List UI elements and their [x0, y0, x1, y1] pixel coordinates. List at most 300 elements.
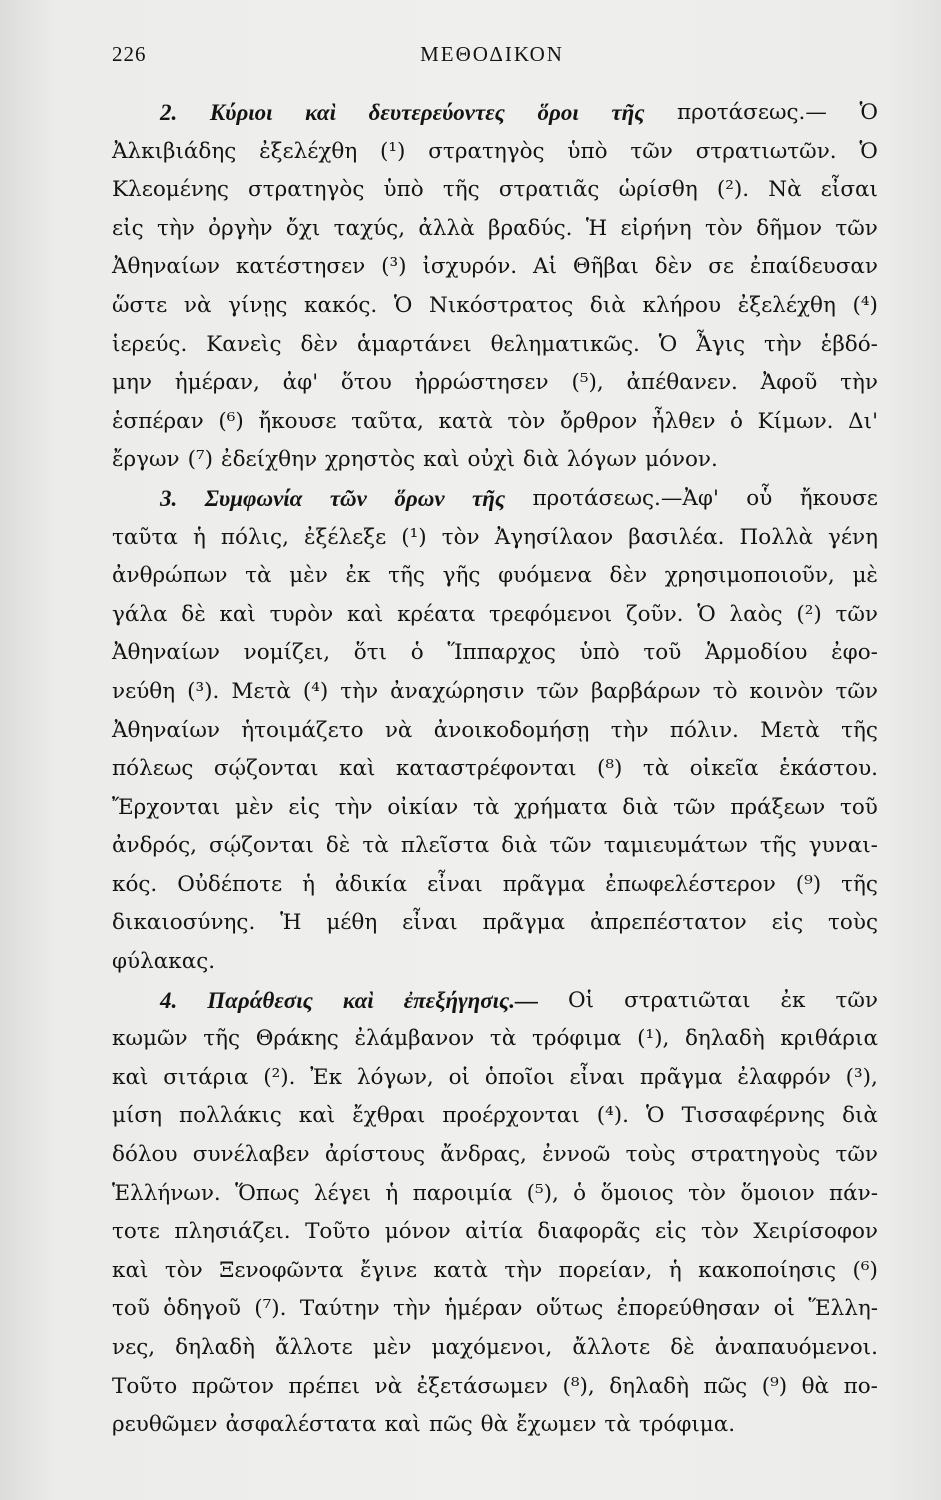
word: δὲν: [654, 254, 693, 280]
word: ἠρρώστησεν: [414, 370, 549, 396]
word: λαὸς: [729, 601, 783, 627]
word: ἑκάστου.: [779, 756, 878, 782]
word: (⁸): [596, 756, 623, 782]
word: καὶ: [112, 1257, 149, 1283]
text-line: [112, 943, 878, 982]
word: εἶναι: [569, 1064, 626, 1090]
word: ὅρων: [394, 485, 445, 511]
word: Θράκης: [255, 1026, 339, 1052]
word: γάλα: [112, 601, 168, 627]
word: ἐκ: [345, 563, 371, 589]
word: τοῦ: [643, 640, 682, 666]
word: ἄνδρας,: [440, 1142, 527, 1168]
word: πορείαν,: [558, 1257, 653, 1283]
word: Ἀγησίλαον: [494, 524, 614, 550]
word: Ταύτην: [299, 1296, 380, 1322]
word: Ἀθηναίων: [112, 254, 220, 280]
word: διὰ: [842, 1103, 878, 1129]
word: ἐπωφελέστερον: [605, 871, 776, 897]
word: Ἀλκιβιάδης: [112, 138, 237, 164]
word: νομίζει,: [243, 640, 331, 666]
word: διαφορᾶς: [537, 1219, 641, 1245]
word: τῆς: [471, 485, 506, 511]
text-line: [112, 1290, 878, 1329]
word: ὁ: [730, 408, 743, 434]
word: προτάσεως.—Ἀφ': [532, 485, 719, 511]
word: τὴν: [764, 331, 802, 357]
text-line: [112, 248, 878, 287]
word: τρεφόμενοι: [488, 601, 613, 627]
word: πράξεων: [730, 794, 826, 820]
text-line: [112, 634, 878, 673]
word: ταῦτα: [112, 524, 178, 550]
word: Ἁρμοδίου: [704, 640, 808, 666]
word: νὰ: [183, 292, 212, 318]
word: πρᾶγμα: [482, 910, 566, 936]
word: γυναι-: [808, 833, 878, 859]
word: Ἕλλη-: [808, 1296, 878, 1322]
word: ἔχωμεν: [516, 1412, 597, 1438]
word: ἔχθραι: [352, 1103, 426, 1129]
text-line: [112, 1175, 878, 1214]
word: λόγων: [566, 447, 637, 473]
word: πρῶτον: [191, 1373, 274, 1399]
word: ἡμέραν: [444, 1296, 523, 1322]
word: (³): [381, 254, 407, 280]
word: καὶ: [342, 987, 374, 1013]
word: διὰ: [523, 447, 559, 473]
text-line: [112, 982, 878, 1021]
word: ἡ: [668, 1257, 682, 1283]
text-line: [112, 171, 878, 210]
word: ἑσπέραν: [112, 408, 204, 434]
word: μόνον.: [644, 447, 718, 473]
word: ὁποῖοι: [484, 1064, 555, 1090]
word: πλεῖστα: [400, 833, 490, 859]
word: τῶν: [536, 678, 579, 704]
word: Ἐκ: [310, 1064, 343, 1090]
word: ὑπὸ: [567, 138, 608, 164]
word: ἔργων: [112, 447, 180, 473]
word: θὰ: [801, 1373, 830, 1399]
word: ἀρίστους: [324, 1142, 426, 1168]
word: Μετὰ: [760, 717, 820, 743]
word: Ἀφοῦ: [760, 370, 818, 396]
word: ὁ: [410, 640, 424, 666]
word: γίνῃς: [228, 292, 288, 318]
word: τὸν: [701, 1219, 739, 1245]
word: τῶν: [835, 215, 878, 241]
word: οὕτως: [535, 1296, 604, 1322]
word: Νὰ: [768, 177, 802, 203]
word: ἐλάμβανον: [354, 1026, 475, 1052]
text-line: [112, 1213, 878, 1252]
word: τρόφιμα.: [638, 1412, 736, 1438]
word: οἱ: [448, 1064, 470, 1090]
word: ὁδηγοῦ: [163, 1296, 241, 1322]
text-line: [112, 827, 878, 866]
text-line: [112, 287, 878, 326]
word: τοῦ: [839, 794, 878, 820]
word: στρατηγὸς: [248, 177, 365, 203]
word: ὑπὸ: [579, 640, 620, 666]
word: Οὐδέποτε: [177, 871, 283, 897]
word: ἐπορεύθησαν: [616, 1296, 761, 1322]
word: Τοῦτο: [112, 1373, 178, 1399]
word: δηλαδὴ: [175, 1335, 255, 1360]
word: νὰ: [384, 717, 413, 743]
word: τὴν: [340, 678, 379, 704]
word: τὰ: [245, 563, 272, 589]
word: τὸν: [688, 1180, 726, 1206]
word: οὗ: [746, 485, 773, 511]
word: τῶν: [630, 138, 673, 164]
word: (²).: [716, 177, 750, 203]
word: ἐξελέχθη: [737, 292, 836, 318]
word: Κύριοι: [209, 100, 273, 125]
word: τοτε: [112, 1219, 160, 1245]
text-line: [112, 1059, 878, 1098]
text-line: [112, 1252, 878, 1291]
word: μην: [112, 370, 152, 396]
text-line: [112, 789, 878, 828]
word: δὲ: [670, 1335, 695, 1360]
word: ἀπρεπέστατον: [590, 910, 747, 936]
word: τὰ: [362, 833, 389, 859]
word: (⁷).: [254, 1296, 287, 1322]
word: τῶν: [835, 1142, 878, 1168]
word: κατὰ: [438, 408, 493, 434]
word: τοῦ: [112, 1296, 150, 1322]
word: ὀργὴν: [208, 215, 273, 241]
word: Ὁ: [658, 331, 678, 357]
word: τῶν: [835, 987, 878, 1013]
word: δόλου: [112, 1142, 178, 1168]
word: ζοῦν.: [625, 601, 684, 627]
word: δὲ: [181, 601, 206, 627]
word: κωμῶν: [112, 1026, 188, 1052]
text-line: [112, 1020, 878, 1059]
word: Οἱ: [568, 987, 595, 1013]
word: (⁵),: [526, 1180, 559, 1206]
word: ἐφο-: [831, 640, 878, 666]
word: ἐλαφρόν: [737, 1064, 831, 1090]
word: (⁹): [761, 1373, 788, 1399]
word: ὅτι: [353, 640, 388, 666]
word: ὄχι: [285, 215, 321, 241]
word: πόλιν.: [669, 717, 739, 743]
word: μίση: [112, 1103, 162, 1129]
word: κατὰ: [433, 1257, 488, 1283]
word: πάν-: [828, 1180, 878, 1206]
word: ἐπαίδευσαν: [749, 254, 878, 280]
word: Πολλὰ: [739, 524, 813, 550]
word: δευτερεύοντες: [368, 100, 505, 125]
word: οὐχὶ: [467, 447, 516, 473]
text-line: [112, 904, 878, 943]
word: Συμφωνία: [204, 485, 303, 511]
word: κατέστησεν: [235, 254, 366, 280]
page-title: ΜΕΘΟΔΙΚΟΝ: [420, 42, 564, 66]
word: ἀσφαλέστατα: [225, 1412, 377, 1438]
word: κός.: [112, 871, 158, 897]
word: οἰκίαν: [387, 794, 459, 820]
word: τῆς: [442, 177, 480, 203]
text-line: [112, 94, 878, 133]
word: πλησιάζει.: [174, 1219, 291, 1245]
word: εἶναι: [402, 910, 458, 936]
text-line: [112, 210, 878, 249]
word: (⁸),: [562, 1373, 595, 1399]
word: Ὅπως: [235, 1180, 300, 1206]
word: κλήρου: [642, 292, 722, 318]
word: τῆς: [203, 1026, 241, 1052]
word: διὰ: [622, 794, 659, 820]
word: καὶ: [305, 100, 337, 125]
page-number: 226: [112, 42, 147, 66]
word: βραδύς.: [488, 215, 573, 241]
word: (⁶): [218, 408, 244, 434]
text-line: [112, 403, 878, 442]
word: τὰ: [472, 794, 500, 820]
word: τοὺς: [625, 1142, 676, 1168]
word: εἰς: [654, 1219, 687, 1245]
word: Ὁ: [697, 601, 716, 627]
word: τὸν: [164, 1257, 203, 1283]
word: μαχόμενοι,: [431, 1335, 553, 1360]
word: σιτάρια: [163, 1064, 249, 1090]
word: δῆμον: [756, 215, 823, 241]
word: ἐξετάσωμεν: [416, 1373, 548, 1399]
word: βαρβάρων: [590, 678, 701, 704]
word: νες,: [112, 1335, 156, 1360]
word: ἀφ': [282, 370, 319, 396]
word: οἱ: [773, 1296, 795, 1322]
word: τῆς: [388, 563, 425, 589]
text-line: [112, 1368, 878, 1407]
word: ἑβδό-: [820, 331, 878, 357]
word: (⁷): [187, 447, 214, 473]
word: κοινὸν: [749, 678, 824, 704]
word: ἔγινε: [360, 1257, 418, 1283]
word: ἀδικία: [334, 871, 408, 897]
text-line: [112, 712, 878, 751]
word: τὴν: [610, 717, 649, 743]
word: ἐκ: [780, 987, 806, 1013]
word: ἡ: [192, 524, 206, 550]
word: Ἡ: [585, 215, 608, 241]
word: καταστρέφονται: [395, 756, 577, 782]
word: εἰρήνη: [620, 215, 692, 241]
word: ἤκουσε: [258, 408, 337, 434]
word: καὶ: [384, 1412, 421, 1438]
word: (⁴).: [596, 1103, 630, 1129]
text-line: [112, 866, 878, 905]
text-line: [112, 1406, 878, 1445]
word: βασιλέα.: [628, 524, 725, 550]
word: νεύθη: [112, 678, 176, 704]
word: συνέλαβεν: [192, 1142, 310, 1168]
word: (⁵),: [571, 370, 604, 396]
word: λόγων,: [356, 1064, 434, 1090]
word: τὰ: [642, 756, 670, 782]
word: ὑπὸ: [383, 177, 424, 203]
word: ἀναχώρησιν: [390, 678, 525, 704]
word: Παράθεσις: [207, 987, 313, 1013]
word: Ἀθηναίων: [112, 717, 220, 743]
word: ὅτου: [340, 370, 392, 396]
word: ἦλθεν: [651, 408, 716, 434]
word: δικαιοσύνης.: [112, 910, 256, 936]
word: Τισσαφέρνης: [681, 1103, 826, 1129]
word: ἐννοῶ: [542, 1142, 611, 1168]
word: Ὁ: [393, 292, 413, 318]
word: ὅροι: [537, 100, 579, 125]
word: ἐδείχθην: [221, 447, 318, 473]
word: Ὁ: [646, 1103, 665, 1129]
word: καὶ: [346, 601, 384, 627]
text-line: [112, 133, 878, 172]
word: κακός.: [304, 292, 378, 318]
word: ἀπέθανεν.: [626, 370, 738, 396]
word: Ὁ: [859, 100, 878, 125]
word: Ὁ: [859, 138, 878, 164]
word: Τοῦτο: [305, 1219, 371, 1245]
word: ἤκουσε: [799, 485, 878, 511]
word: ὅμοιος: [600, 1180, 674, 1206]
word: Μετὰ: [231, 678, 291, 704]
text-line: [112, 519, 878, 558]
text-line: [112, 364, 878, 403]
word: Ἵππαρχος: [447, 640, 556, 666]
word: ἡ: [302, 871, 315, 897]
text-line: [112, 1136, 878, 1175]
word: τὸν: [441, 524, 480, 550]
word: τὴν: [504, 1257, 543, 1283]
word: ρευθῶμεν: [112, 1412, 218, 1438]
word: τυρὸν: [269, 601, 334, 627]
word: (³),: [845, 1064, 878, 1090]
word: τὴν: [393, 1296, 431, 1322]
word: μὲν: [289, 563, 328, 589]
word: ἀνδρός,: [112, 833, 197, 859]
word: δὲν: [300, 331, 338, 357]
word: ἄλλοτε: [572, 1335, 651, 1360]
word: τῶν: [673, 794, 716, 820]
word: ἀλλὰ: [418, 215, 475, 241]
word: πόλεως: [112, 756, 194, 782]
word: τὴν: [334, 794, 373, 820]
word: 2.: [160, 100, 178, 125]
word: μὲν: [372, 1335, 412, 1360]
word: τῶν: [835, 601, 878, 627]
word: σῴζονται: [209, 833, 314, 859]
word: τὸν: [507, 408, 546, 434]
text-line: [112, 1097, 878, 1136]
word: στρατιωτῶν.: [695, 138, 837, 164]
word: καὶ: [298, 1103, 336, 1129]
word: Δι': [848, 408, 878, 434]
word: ἀνοικοδομήσῃ: [433, 717, 590, 743]
word: ὡρίσθη: [618, 177, 698, 203]
word: εἶναι: [427, 871, 483, 897]
word: διὰ: [589, 292, 626, 318]
word: εἰς: [288, 794, 320, 820]
word: ἡ: [385, 1180, 399, 1206]
text-line: [112, 326, 878, 365]
word: λέγει: [313, 1180, 372, 1206]
text-line: [112, 750, 878, 789]
word: πρέπει: [288, 1373, 361, 1399]
word: φύλακας.: [112, 949, 216, 975]
word: τῆς: [841, 871, 878, 897]
word: οἰκεῖα: [689, 756, 759, 782]
word: εἰς: [771, 910, 804, 936]
word: πρᾶγμα: [639, 1064, 723, 1090]
word: εἰς: [112, 215, 144, 241]
word: ἡμέραν,: [174, 370, 260, 396]
word: πῶς: [428, 1412, 473, 1438]
word: πρᾶγμα: [502, 871, 586, 897]
word: δὲν: [609, 563, 648, 589]
word: (¹): [380, 138, 406, 164]
word: Ἀθηναίων: [112, 640, 220, 666]
word: δηλαδὴ: [684, 1026, 765, 1052]
word: 4.: [160, 987, 178, 1013]
word: πῶς: [703, 1373, 748, 1399]
text-line: [112, 557, 878, 596]
word: μὲν: [234, 794, 274, 820]
body-text: [112, 94, 878, 1445]
word: Ἑλλήνων.: [112, 1180, 221, 1206]
word: ἁμαρτάνει: [356, 331, 472, 357]
word: καὶ: [112, 1064, 149, 1090]
word: (⁴): [852, 292, 878, 318]
word: τῆς: [611, 100, 645, 125]
word: τὴν: [156, 215, 195, 241]
word: ἰσχυρόν.: [422, 254, 518, 280]
word: τὴν: [840, 370, 878, 396]
word: μὲ: [852, 563, 878, 589]
word: πο-: [843, 1373, 878, 1399]
word: (⁶): [852, 1257, 878, 1283]
word: καὶ: [339, 756, 376, 782]
word: Θῆβαι: [572, 254, 639, 280]
word: μόνον: [384, 1219, 451, 1245]
word: τὸν: [704, 215, 743, 241]
word: (³).: [187, 678, 220, 704]
word: αἰτία: [465, 1219, 523, 1245]
text-line: [112, 673, 878, 712]
word: κρέατα: [397, 601, 476, 627]
word: τῶν: [835, 678, 878, 704]
word: τὸ: [712, 678, 738, 704]
word: προέρχονται: [442, 1103, 580, 1129]
word: τῆς: [841, 717, 878, 743]
word: Νικόστρατος: [429, 292, 574, 318]
word: στρατιᾶς: [498, 177, 600, 203]
word: νὰ: [374, 1373, 403, 1399]
word: θεληματικῶς.: [490, 331, 640, 357]
word: (¹): [401, 524, 427, 550]
word: στρατιῶται: [624, 987, 751, 1013]
word: πολλάκις: [179, 1103, 282, 1129]
word: Αἱ: [533, 254, 558, 280]
word: ταῦτα,: [351, 408, 424, 434]
word: στρατηγοὺς: [690, 1142, 821, 1168]
word: Κίμων.: [757, 408, 834, 434]
word: εἶσαι: [820, 177, 878, 203]
